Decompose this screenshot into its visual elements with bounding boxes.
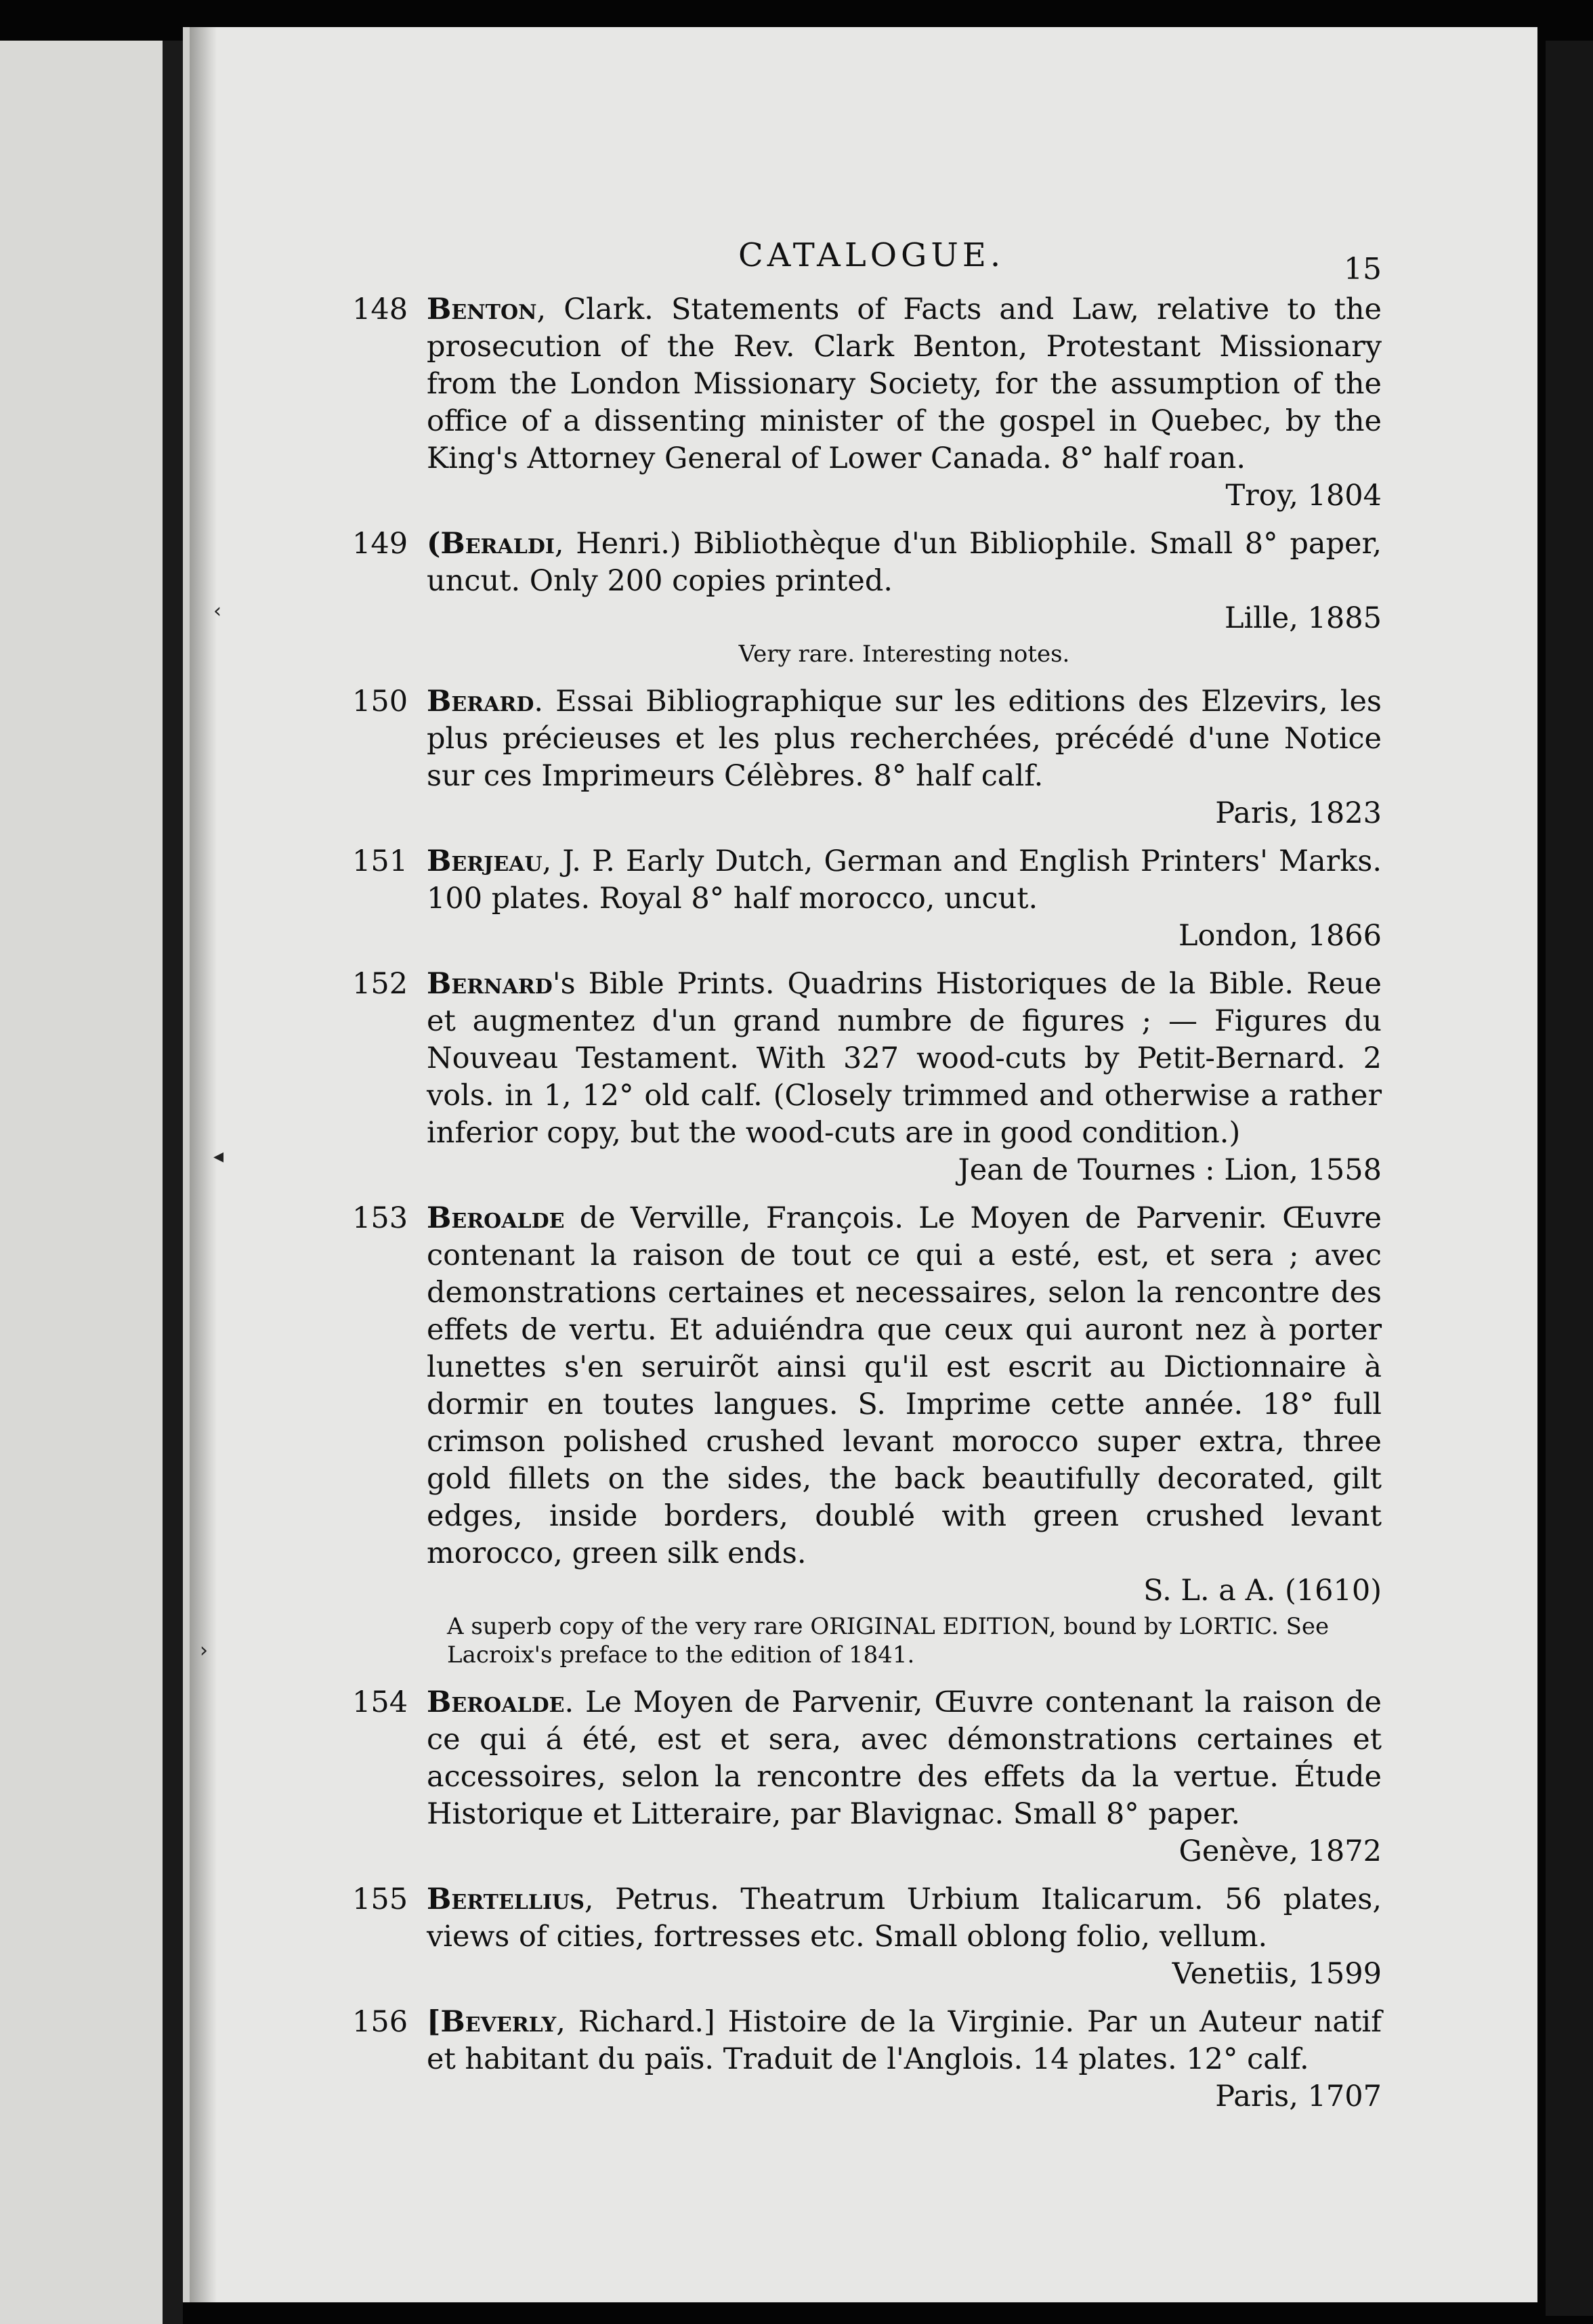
margin-mark: ‹ [213,599,221,623]
entry-number: 153 [352,1201,408,1235]
entry-imprint: Genève, 1872 [1178,1834,1382,1868]
entry-imprint: Paris, 1707 [1215,2080,1382,2113]
entry-number: 156 [352,2005,408,2039]
entry-description [427,1881,1382,1956]
entry-body: 's Bible Prints. Quadrins Historiques de la Bible. Reue et augmentez d'un grand numbre de figures ; — Figures du Nouveau Testament. With 327 wood-cuts by Petit-Bernard. 2 vols. in 1, 12° old calf. (Closely trimmed and otherwise a rather inferior copy, but the wood-cuts are in good condition.) [427,967,1382,1150]
entry-description [427,2004,1382,2078]
entry-body: , Petrus. Theatrum Urbium Italicarum. 56 plates, views of cities, fortresses etc. Small oblong folio, vellum. [427,1882,1382,1954]
entry-number: 154 [352,1685,408,1719]
entry-imprint: Paris, 1823 [1215,796,1382,830]
entry-body: de Verville, François. Le Moyen de Parvenir. Œuvre contenant la raison de tout ce qui a esté, est, et sera ; avec demonstrations certaines et necessaires, selon la rencontre des effets de vertu. Et aduiéndra que ceux qui auront nez à porter lunettes s'en seruirõt ainsi qu'il est escrit au Dictionnaire à dormir en toutes langues. S. Imprime cette année. 18° full crimson polished crushed levant morocco super extra, three gold fillets on the sides, the back beautifully decorated, gilt edges, inside borders, doublé with green crushed levant morocco, green silk ends. [427,1201,1382,1570]
page-header [352,237,1382,291]
catalogue-entry [352,2004,1382,2115]
entry-description [427,1200,1382,1572]
book-edge [1546,41,1593,2316]
entry-body: , Henri.) Bibliothèque d'un Bibliophile. Small 8° paper, uncut. Only 200 copies printed. [427,527,1382,598]
entry-imprint: London, 1866 [1178,919,1382,953]
entry-body: , Clark. Statements of Facts and Law, relative to the prosecution of the Rev. Clark Benton, Protestant Missionary from the London Missionary Society, for the assumption of the office of a dissenting minister of the gospel in Quebec, by the King's Attorney General of Lower Canada. 8° half roan. [427,293,1382,475]
entry-description [427,683,1382,795]
catalogue-entry [352,1684,1382,1870]
entry-author: Bernard [427,967,553,1001]
entry-number: 149 [352,527,408,561]
entry-author: Beroalde [427,1685,565,1719]
entry-author: Benton [427,293,537,326]
entry-body: , Richard.] Histoire de la Virginie. Par un Auteur natif et habitant du païs. Traduit de l'Anglois. 14 plates. 12° calf. [427,2005,1382,2076]
entry-number: 150 [352,685,408,718]
entry-description [427,1684,1382,1833]
entry-author: [Beverly [427,2005,557,2039]
margin-mark: ◂ [213,1144,224,1168]
adjacent-page-strip [0,41,163,2324]
entry-body: . Essai Bibliographique sur les editions des Elzevirs, les plus précieuses et les plus recherchées, précédé d'une Notice sur ces Imprimeurs Célèbres. 8° half calf. [427,685,1382,793]
entry-number: 151 [352,844,408,878]
entry-imprint: Jean de Tournes : Lion, 1558 [958,1153,1382,1187]
entry-note: A superb copy of the very rare ORIGINAL EDITION, bound by LORTIC. See Lacroix's preface to the edition of 1841. [447,1613,1330,1669]
catalogue-entry [352,843,1382,955]
entry-imprint: Venetiis, 1599 [1172,1957,1382,1991]
entry-note: Very rare. Interesting notes. [738,641,1070,668]
book-gutter [163,41,183,2324]
entry-body: , J. P. Early Dutch, German and English Printers' Marks. 100 plates. Royal 8° half morocco, uncut. [427,844,1382,916]
margin-mark: › [200,1639,208,1662]
entry-author: Berard [427,685,534,718]
catalogue-entry [352,683,1382,832]
entry-author: Berjeau [427,844,543,878]
entry-number: 152 [352,967,408,1001]
catalogue-entry [352,1200,1382,1673]
page-number: 15 [1344,252,1382,286]
entry-number: 148 [352,293,408,326]
page-content [352,237,1382,2126]
entry-description [427,291,1382,477]
entry-description [427,966,1382,1152]
catalogue-entry [352,525,1382,672]
entry-imprint: Lille, 1885 [1224,601,1382,635]
entry-imprint: Troy, 1804 [1225,479,1382,513]
catalogue-entry [352,291,1382,515]
entry-author: Bertellius [427,1882,585,1916]
gutter-shadow [190,27,217,2302]
catalogue-entry [352,1881,1382,1993]
entry-imprint: S. L. a A. (1610) [1143,1574,1382,1608]
entry-body: . Le Moyen de Parvenir, Œuvre contenant la raison de ce qui á été, est et sera, avec démonstrations certaines et accessoires, selon la rencontre des effets da la vertue. Étude Historique et Litteraire, par Blavignac. Small 8° paper. [427,1685,1382,1831]
catalogue-entry [352,966,1382,1189]
entry-description [427,843,1382,918]
entry-description [427,525,1382,600]
entry-author: Beroalde [427,1201,565,1235]
entry-author: (Beraldi [427,527,555,561]
entry-number: 155 [352,1882,408,1916]
running-head: CATALOGUE. [738,236,1005,274]
